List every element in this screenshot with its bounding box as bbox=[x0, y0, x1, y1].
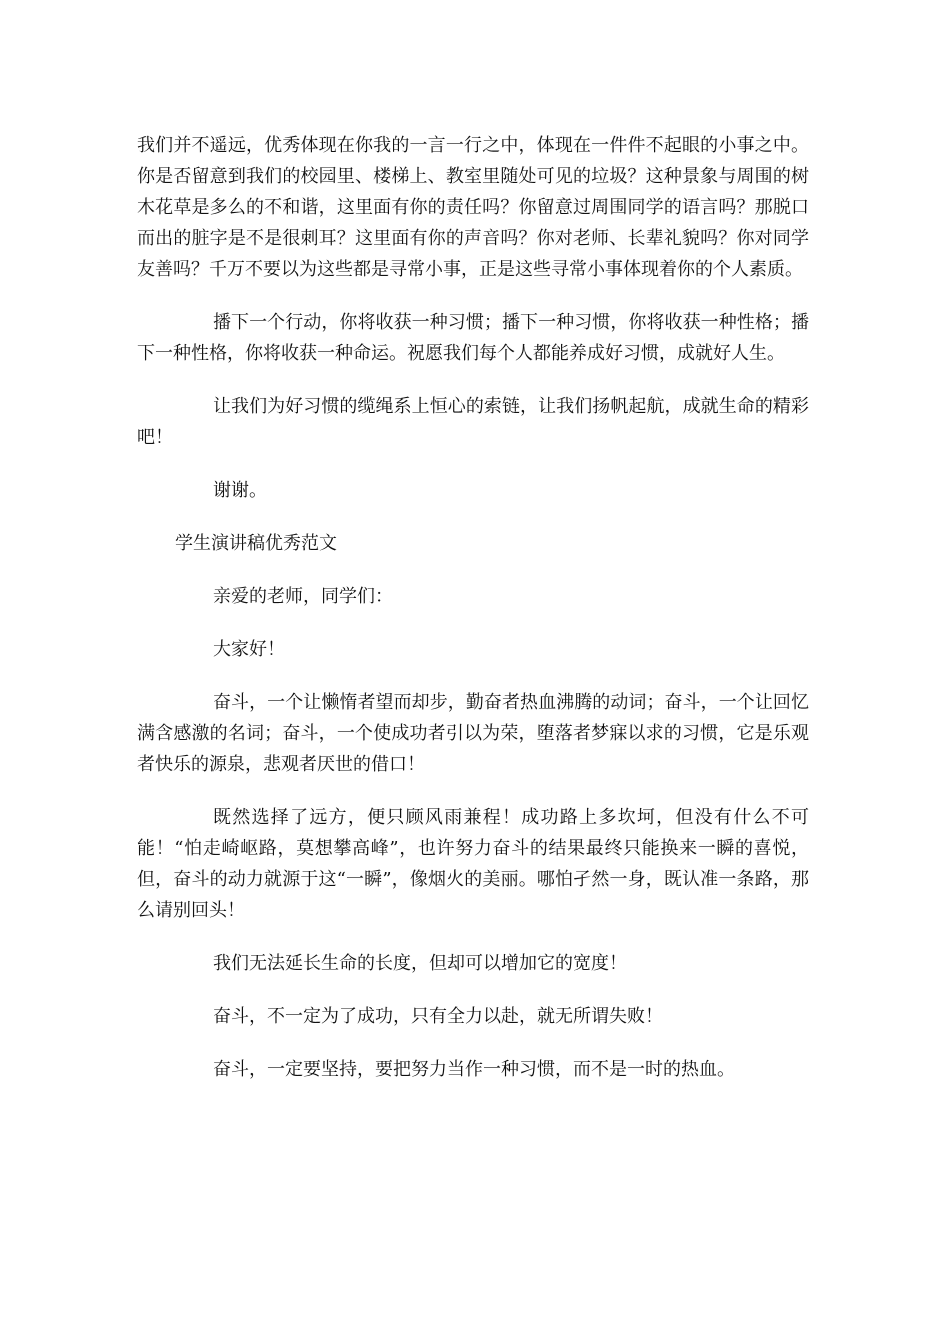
greeting-salutation: 亲爱的老师，同学们： bbox=[213, 586, 393, 607]
paragraph-all-out: 奋斗，不一定为了成功，只有全力以赴，就无所谓失败！ bbox=[213, 1006, 663, 1027]
paragraph-struggle-definition: 奋斗，一个让懒惰者望而却步，勤奋者热血沸腾的动词；奋斗，一个让回忆满含感激的名词；奋斗，一个使成功者引以为荣，堕落者梦寐以求的习惯，它是乐观者快乐的源泉，悲观者厌世的借口！ bbox=[137, 692, 809, 775]
paragraph-habit-destiny: 播下一个行动，你将收获一种习惯；播下一种习惯，你将收获一种性格；播下一种性格，你将收获一种命运。祝愿我们每个人都能养成好习惯，成就好人生。 bbox=[137, 312, 809, 364]
paragraph-life-width: 我们无法延长生命的长度，但却可以增加它的宽度！ bbox=[213, 953, 627, 974]
paragraph-thanks: 谢谢。 bbox=[213, 480, 267, 501]
paragraph-chosen-path: 既然选择了远方，便只顾风雨兼程！成功路上多坎坷，但没有什么不可能！“怕走崎岖路，莫想攀高峰”，也许努力奋斗的结果最终只能换来一瞬的喜悦，但，奋斗的动力就源于这“一瞬”，像烟火的美丽。哪怕孑然一身，既认准一条路，那么请别回头！ bbox=[137, 807, 809, 921]
paragraph-quality-in-details: 我们并不遥远，优秀体现在你我的一言一行之中，体现在一件件不起眼的小事之中。你是否留意到我们的校园里、楼梯上、教室里随处可见的垃圾？这种景象与周围的树木花草是多么的不和谐，这里面有你的责任吗？你留意过周围同学的语言吗？那脱口而出的脏字是不是很刺耳？这里面有你的声音吗？你对老师、长辈礼貌吗？你对同学友善吗？千万不要以为这些都是寻常小事，正是这些寻常小事体现着你的个人素质。 bbox=[137, 135, 809, 280]
document-page bbox=[137, 130, 809, 1107]
greeting-hello: 大家好！ bbox=[213, 639, 285, 660]
paragraph-persistence: 奋斗，一定要坚持，要把努力当作一种习惯，而不是一时的热血。 bbox=[213, 1059, 735, 1080]
section-title: 学生演讲稿优秀范文 bbox=[175, 533, 337, 554]
paragraph-set-sail: 让我们为好习惯的缆绳系上恒心的索链，让我们扬帆起航，成就生命的精彩吧！ bbox=[137, 396, 809, 448]
